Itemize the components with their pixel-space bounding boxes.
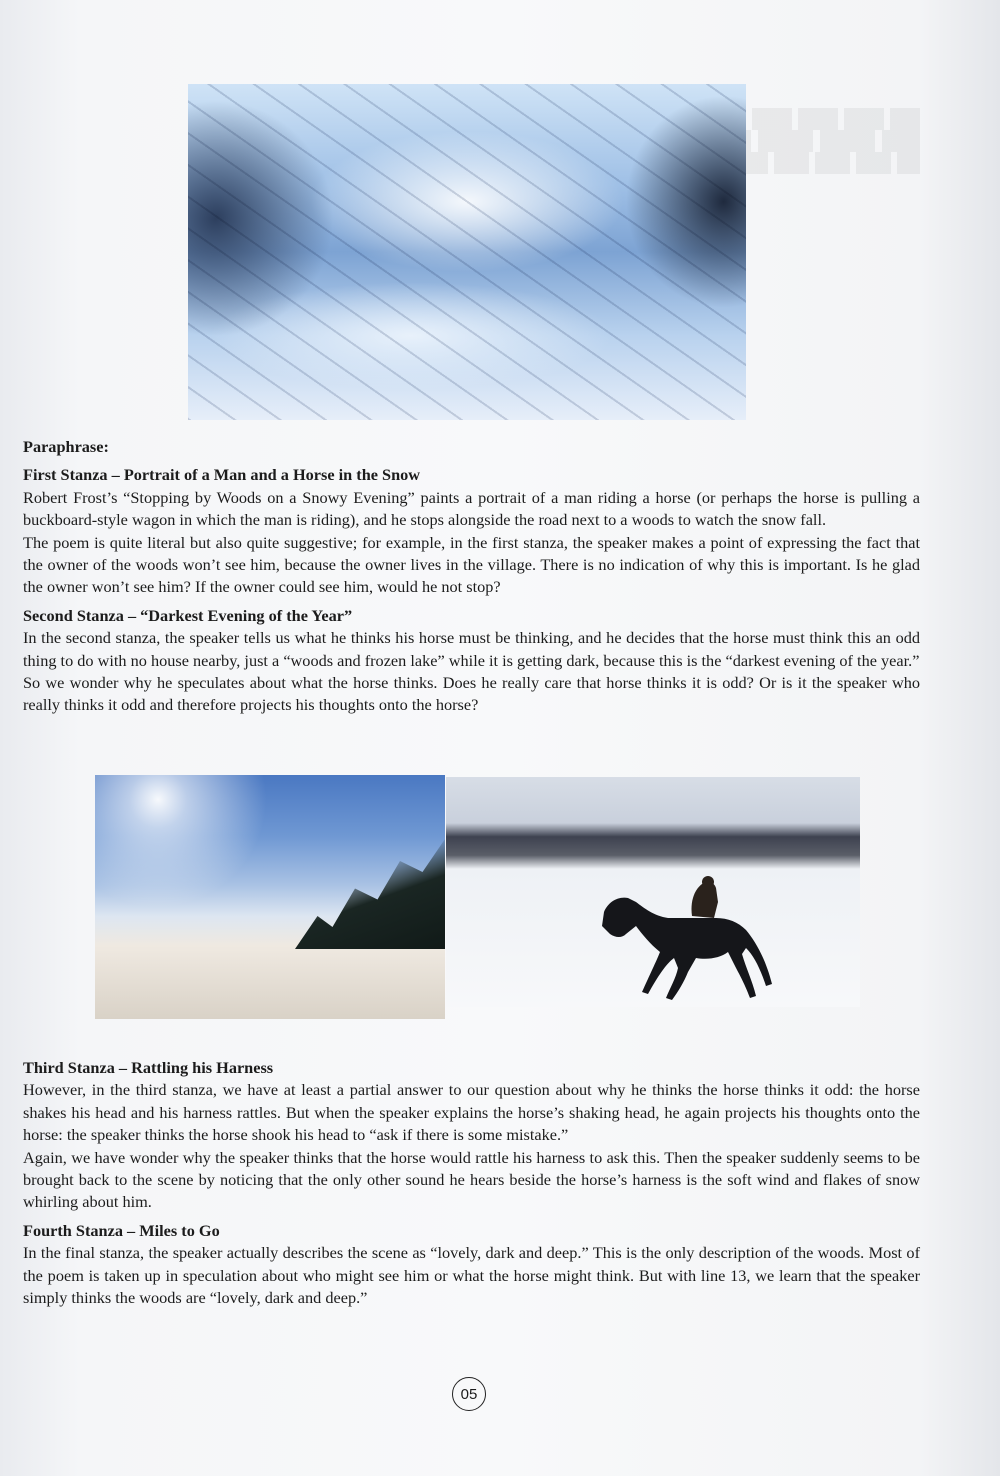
horse-silhouette-icon bbox=[596, 872, 776, 1002]
stanza-3-paragraph-2: Again, we have wonder why the speaker thinks that the horse would rattle his harness to ask this. Then the speaker suddenly seems to be brought back to the scene by noticing that the only other sound he hears beside the horse’s harness is the soft wind and flakes of snow whirling about him. bbox=[23, 1147, 920, 1212]
stanza-1-paragraph-2: The poem is quite literal but also quite suggestive; for example, in the first stanza, the speaker makes a point of expressing the fact that the owner of the woods won’t see him, because the owner lives in the village. There is no indication of why this is important. Is he glad the owner won’t see him? If the owner could see him, would he not stop? bbox=[23, 532, 920, 597]
stanza-1-heading: First Stanza – Portrait of a Man and a Horse in the Snow bbox=[23, 465, 421, 485]
stanza-2-heading: Second Stanza – “Darkest Evening of the Year” bbox=[23, 605, 353, 625]
snowy-field-image bbox=[95, 775, 445, 1019]
stanza-3-heading: Third Stanza – Rattling his Harness bbox=[23, 1058, 274, 1077]
text-lower bbox=[23, 1057, 920, 1309]
stanza-3-paragraph-1: However, in the third stanza, we have at least a partial answer to our question about why he thinks the horse thinks it odd: the horse shakes his head and his harness rattles. But when the speaker explains the horse’s shaking head, he again projects his thoughts onto the horse: the speaker thinks the horse shook his head to “ask if there is some mistake.” bbox=[23, 1080, 920, 1145]
section-title: Paraphrase: bbox=[23, 437, 109, 456]
stanza-2-paragraph-2: So we wonder why he speculates about what the horse thinks. Does he really care that horse thinks it is odd? Or is it the speaker who really thinks it odd and therefore projects his thoughts onto the horse? bbox=[23, 673, 920, 715]
text-upper bbox=[23, 436, 920, 717]
stanza-1-paragraph-1: Robert Frost’s “Stopping by Woods on a Snowy Evening” paints a portrait of a man riding a horse (or perhaps the horse is pulling a buckboard-style wagon in which the man is riding), and he stops alongside the road next to a woods to watch the snow fall. bbox=[23, 487, 920, 530]
stanza-2-paragraph-1: In the second stanza, the speaker tells us what he thinks his horse must be thinking, and he decides that the horse must think this an odd thing to do with no house nearby, just a “woods and frozen lake” while it is getting dark, because this is the “darkest evening of the year.” bbox=[23, 628, 920, 670]
snowy-forest-image bbox=[188, 84, 746, 420]
page-number: 05 bbox=[452, 1377, 486, 1411]
stanza-4-paragraph-1: In the final stanza, the speaker actually describes the scene as “lovely, dark and deep.” This is the only description of the woods. Most of the poem is taken up in speculation about who might see him or what the horse might think. But with line 13, we learn that the speaker simply thinks the woods are “lovely, dark and deep.” bbox=[23, 1243, 920, 1308]
stanza-4-heading: Fourth Stanza – Miles to Go bbox=[23, 1220, 220, 1240]
horse-rider-image bbox=[446, 777, 860, 1007]
